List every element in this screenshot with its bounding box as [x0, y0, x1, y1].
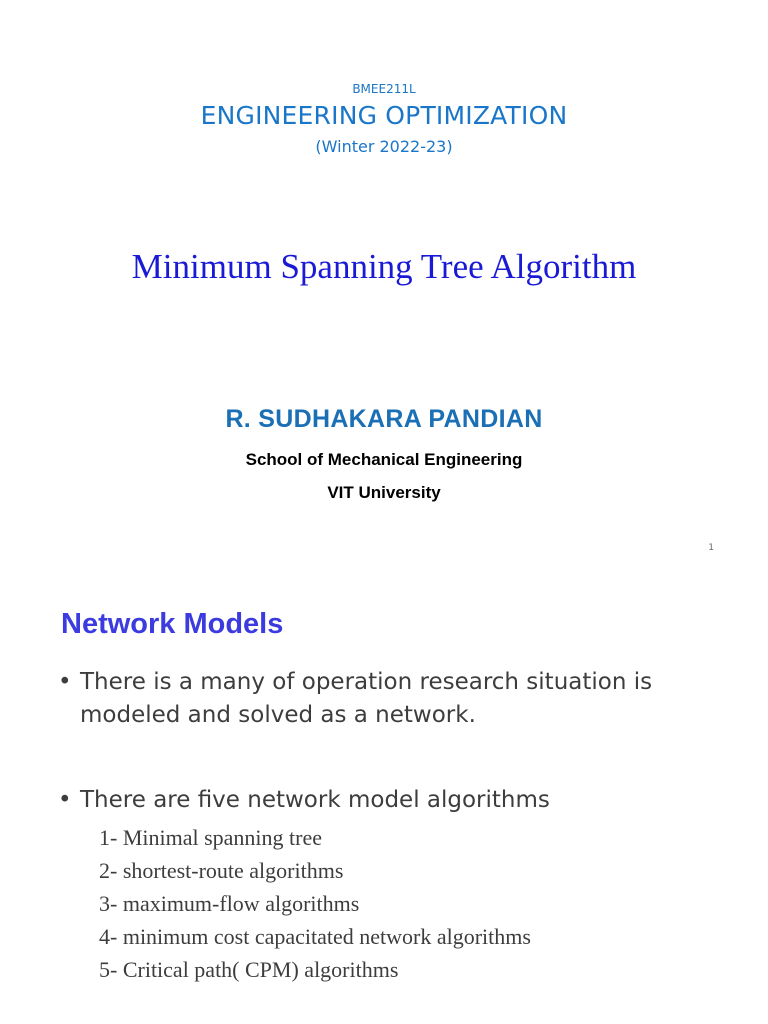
author-name: R. SUDHAKARA PANDIAN — [225, 405, 543, 433]
list-item: 5- Critical path( CPM) algorithms — [99, 957, 399, 982]
bullet-text-continued: modeled and solved as a network. — [80, 702, 476, 728]
bullet-line — [58, 784, 718, 817]
bullet-line — [58, 666, 718, 699]
bullet-point — [58, 666, 718, 732]
lecture-topic: Minimum Spanning Tree Algorithm — [131, 247, 637, 286]
school-name: School of Mechanical Engineering — [245, 450, 523, 469]
bullet-text: There is a many of operation research situation is — [80, 669, 653, 695]
list-item: 3- maximum-flow algorithms — [99, 891, 360, 916]
course-code: BMEE211L — [352, 82, 416, 96]
list-item: 4- minimum cost capacitated network algorithms — [99, 924, 531, 949]
bullet-point — [58, 784, 718, 817]
course-term: (Winter 2022-23) — [315, 137, 453, 156]
slide-number: 1 — [708, 543, 714, 553]
algorithm-list — [99, 821, 531, 986]
bullet-icon: • — [58, 787, 72, 813]
list-item: 2- shortest-route algorithms — [99, 858, 344, 883]
list-item: 1- Minimal spanning tree — [99, 825, 323, 850]
course-title: ENGINEERING OPTIMIZATION — [200, 101, 568, 130]
bullet-text: There are five network model algorithms — [80, 787, 550, 813]
university-name: VIT University — [327, 483, 441, 502]
bullet-icon: • — [58, 669, 72, 695]
network-models-slide — [0, 576, 768, 1024]
slide-title: Network Models — [61, 608, 284, 640]
